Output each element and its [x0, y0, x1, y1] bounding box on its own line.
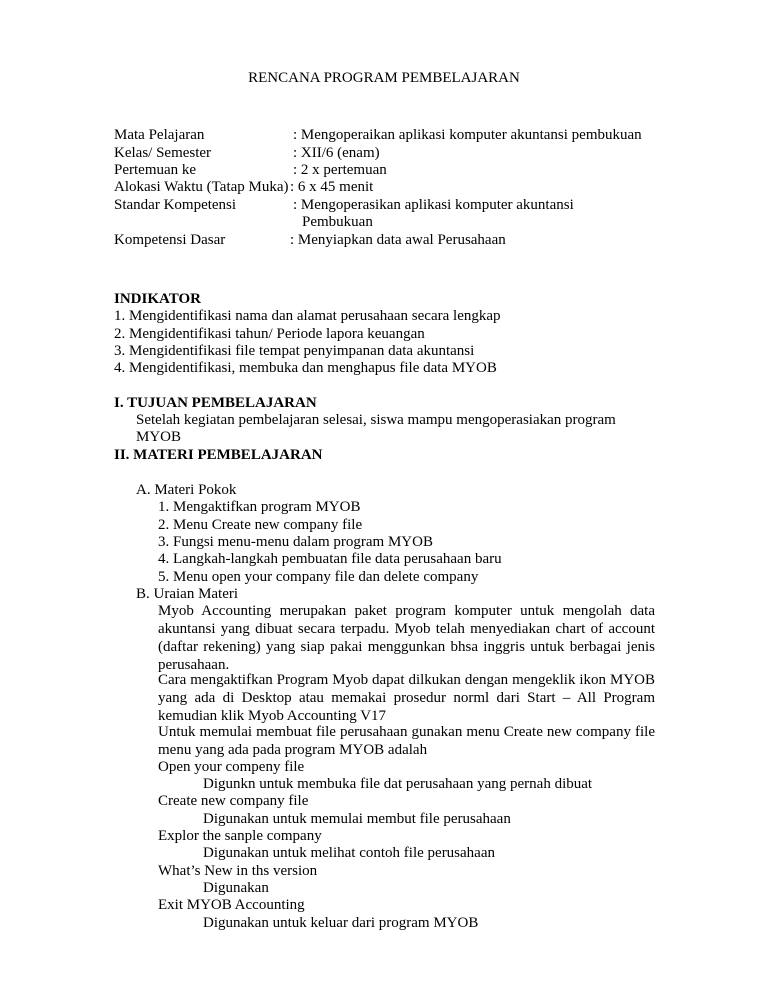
info-label: Kompetensi Dasar: [114, 232, 226, 248]
menu-item-desc: Digunakan: [203, 880, 269, 896]
materi-heading: II. MATERI PEMBELAJARAN: [114, 447, 323, 463]
materi-pokok-item: 5. Menu open your company file dan delete company: [158, 569, 479, 585]
info-value: : 6 x 45 menit: [290, 179, 374, 195]
indikator-heading: INDIKATOR: [114, 291, 201, 307]
menu-item-name: What’s New in ths version: [158, 863, 318, 879]
menu-item-name: Exit MYOB Accounting: [158, 897, 305, 913]
materi-pokok-item: 1. Mengaktifkan program MYOB: [158, 499, 361, 515]
indikator-item: 2. Mengidentifikasi tahun/ Periode lapora keuangan: [114, 326, 425, 342]
tujuan-text: Setelah kegiatan pembelajaran selesai, siswa mampu mengoperasiakan program: [136, 412, 616, 428]
indikator-item: 3. Mengidentifikasi file tempat penyimpanan data akuntansi: [114, 343, 475, 359]
info-label: Alokasi Waktu (Tatap Muka): [114, 179, 289, 195]
materi-pokok-item: 2. Menu Create new company file: [158, 517, 363, 533]
info-label: Mata Pelajaran: [114, 127, 205, 143]
document-title: RENCANA PROGRAM PEMBELAJARAN: [248, 70, 520, 86]
indikator-item: 4. Mengidentifikasi, membuka dan menghapus file data MYOB: [114, 360, 497, 376]
info-value-continued: Pembukuan: [302, 214, 373, 230]
info-label: Kelas/ Semester: [114, 145, 212, 161]
menu-item-name: Explor the sanple company: [158, 828, 322, 844]
menu-item-desc: Digunakan untuk keluar dari program MYOB: [203, 915, 479, 931]
menu-item-desc: Digunakan untuk melihat contoh file perusahaan: [203, 845, 495, 861]
menu-item-name: Create new company file: [158, 793, 309, 809]
menu-item-desc: Digunakan untuk memulai membut file perusahaan: [203, 811, 511, 827]
materi-pokok-item: 4. Langkah-langkah pembuatan file data perusahaan baru: [158, 551, 502, 567]
menu-item-name: Open your compeny file: [158, 759, 305, 775]
info-label: Standar Kompetensi: [114, 197, 237, 213]
info-value: : 2 x pertemuan: [293, 162, 387, 178]
uraian-heading: B. Uraian Materi: [136, 586, 239, 602]
info-value: : Menyiapkan data awal Perusahaan: [290, 232, 506, 248]
menu-item-desc: Digunkn untuk membuka file dat perusahaan yang pernah dibuat: [203, 776, 593, 792]
info-value: : Mengoperaikan aplikasi komputer akuntansi pembukuan: [293, 127, 642, 143]
uraian-paragraph: Untuk memulai membuat file perusahaan gunakan menu Create new company file menu yang ada pada program MYOB adalah: [158, 724, 655, 758]
indikator-item: 1. Mengidentifikasi nama dan alamat perusahaan secara lengkap: [114, 308, 501, 324]
uraian-paragraph: Cara mengaktifkan Program Myob dapat dilkukan dengan mengeklik ikon MYOB yang ada di Desktop atau memakai prosedur norml dari Start – All Program kemudian klik Myob Accounting V17: [158, 672, 655, 724]
materi-pokok-heading: A. Materi Pokok: [136, 482, 237, 498]
uraian-paragraph: Myob Accounting merupakan paket program komputer untuk mengolah data akuntansi yang dibuat secara terpadu. Myob telah menyediakan chart of account (daftar rekening) yang siap pakai menggunkan bhsa inggris untuk berbagai jenis perusahaan.: [158, 603, 655, 673]
materi-pokok-item: 3. Fungsi menu-menu dalam program MYOB: [158, 534, 433, 550]
info-label: Pertemuan ke: [114, 162, 197, 178]
tujuan-text: MYOB: [136, 429, 182, 445]
info-value: : Mengoperasikan aplikasi komputer akuntansi: [293, 197, 574, 213]
info-value: : XII/6 (enam): [293, 145, 380, 161]
tujuan-heading: I. TUJUAN PEMBELAJARAN: [114, 395, 317, 411]
